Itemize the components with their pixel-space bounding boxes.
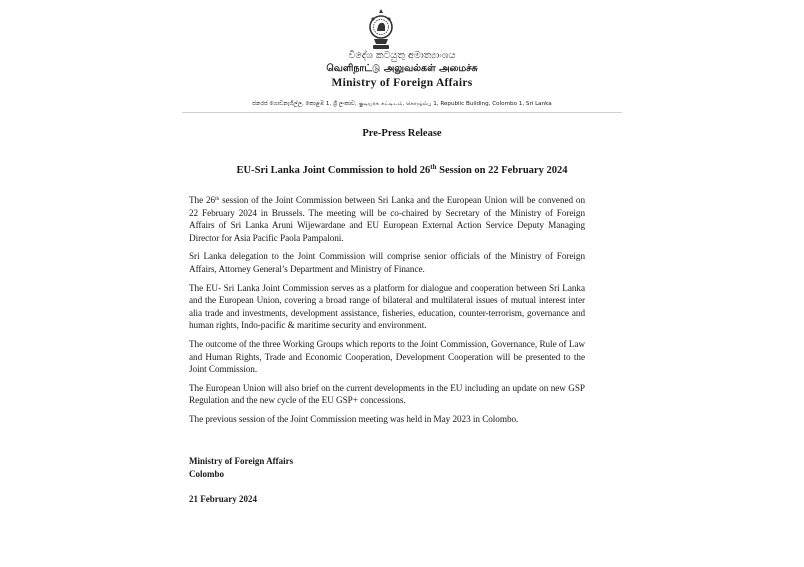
p1-rest: session of the Joint Commission between Sri Lanka and the European Union will be convened on 22 February 2024 in Brussels. The meeting will be co-chaired by Secretary of the Ministry of Foreign Affairs of Sri Lanka Aruni Wijewardane and EU European External Action Service Deputy Managing Director for Asia Pacific Paola Pampaloni.: [189, 195, 586, 243]
signature-block: [189, 455, 293, 481]
signature-ministry: Ministry of Foreign Affairs: [189, 456, 294, 466]
header-divider: [182, 112, 622, 113]
paragraph-2: Sri Lanka delegation to the Joint Commission will comprise senior officials of the Ministry of Foreign Affairs, Attorney General’s Department and Ministry of Finance.: [189, 251, 585, 274]
paragraph-6: The previous session of the Joint Commission meeting was held in May 2023 in Colombo.: [189, 413, 519, 424]
release-body: [189, 193, 585, 432]
paragraph-5: The European Union will also brief on the current developments in the EU including an update on new GSP Regulation and the new cycle of the EU GSP+ concessions.: [189, 382, 585, 406]
sri-lanka-emblem-icon: [368, 8, 394, 52]
title-ordinal: th: [430, 163, 437, 171]
release-date: 21 February 2024: [189, 494, 257, 504]
title-suffix: Session on 22 February 2024: [436, 165, 568, 176]
p1-ordinal: th: [215, 196, 220, 202]
title-prefix: EU-Sri Lanka Joint Commission to hold 26: [236, 165, 431, 176]
signature-city: Colombo: [189, 469, 225, 479]
paragraph-4: The outcome of the three Working Groups which reports to the Joint Commission, Governance, Rule of Law and Human Rights, Trade and Economic Cooperation, Development Cooperation will be presented to the Joint Commission.: [189, 338, 585, 375]
ministry-name-tamil: வெளிநாட்டு அலுவல்கள் அமைச்சு: [326, 63, 478, 74]
release-label: Pre-Press Release: [362, 128, 442, 139]
ministry-name-sinhala: විදේශ කටයුතු අමාත්‍යාංශය: [348, 50, 456, 61]
ministry-address: ජනරජ ගොඩනැගිල්ල, කොළඹ 1, ශ්‍රී ලංකාව, குடியரசு கட்டிடம், கொழும்பு 1, Republic Building, Colombo 1, Sri Lanka: [252, 101, 552, 107]
paragraph-3: The EU- Sri Lanka Joint Commission serves as a platform for dialogue and cooperation between Sri Lanka and the European Union, covering a broad range of bilateral and multilateral issues of mutual interest inter alia trade and investments, development assistance, fisheries, education, counter-terrorism, governance and human rights, Indo-pacific & maritime security and environment.: [189, 282, 585, 331]
ministry-name-english: Ministry of Foreign Affairs: [331, 77, 473, 89]
release-title: [0, 163, 804, 176]
p1-start: The 26: [189, 195, 216, 205]
paragraph-1: [189, 193, 585, 244]
